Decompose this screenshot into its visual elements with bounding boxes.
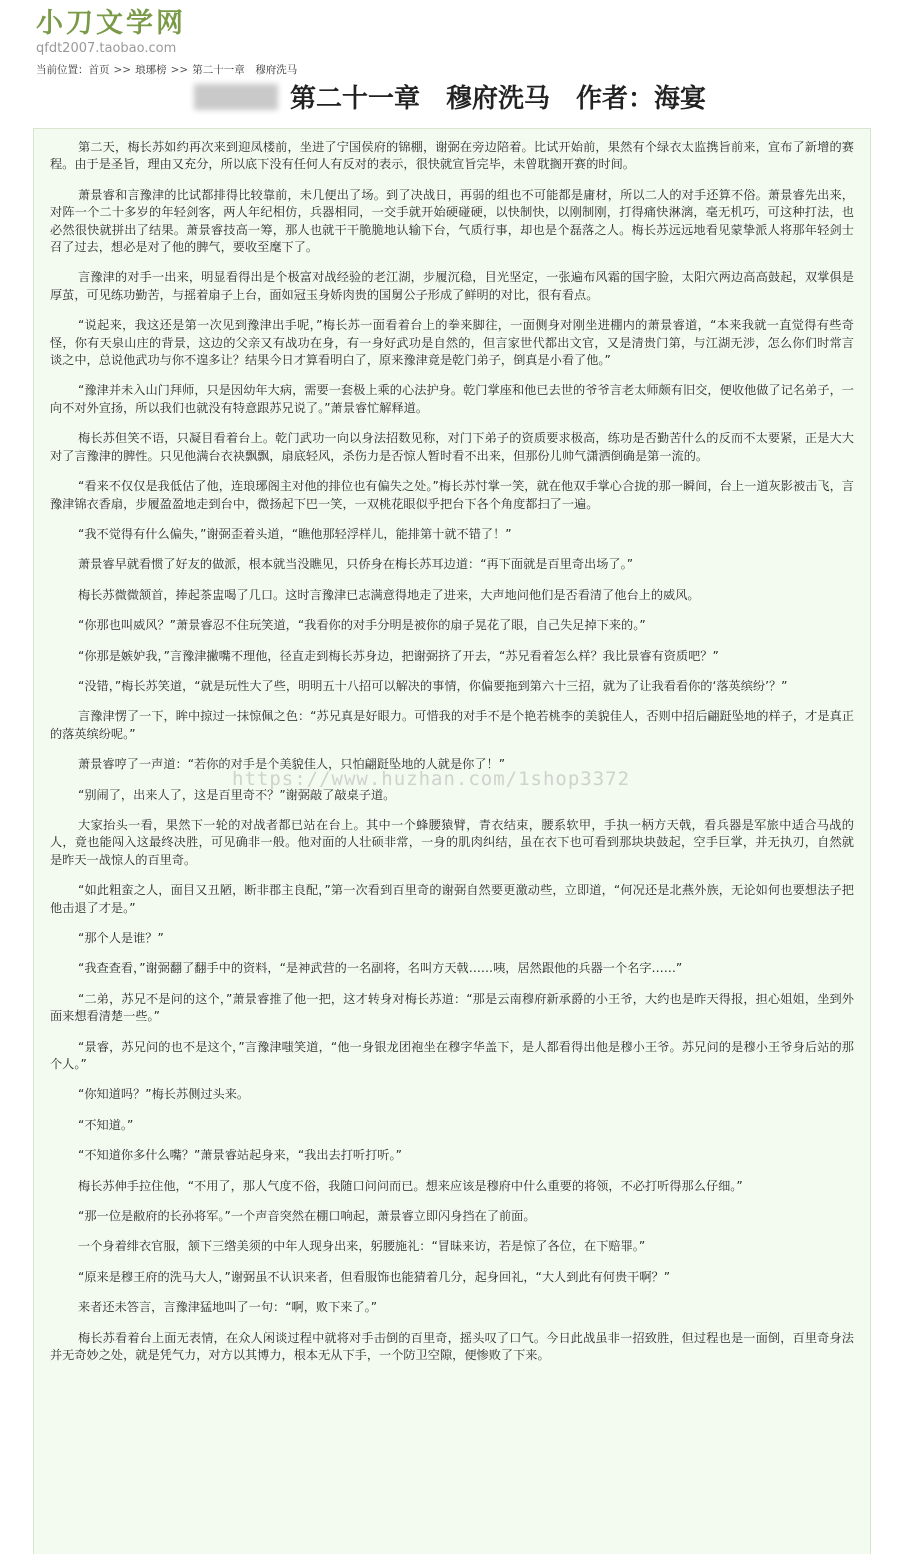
paragraph: 一个身着绯衣官服，颔下三绺美须的中年人现身出来，躬腰施礼：“冒昧来访，若是惊了各位，在下赔罪。” <box>78 1239 646 1254</box>
paragraph: “如此粗蛮之人，面目又丑陋，断非郡主良配，”第一次看到百里奇的谢弼自然要更激动些，立即道，“何况还是北燕外族，无论如何也要想法子把他击退了才是。” <box>50 883 854 915</box>
paragraph: “你那也叫威风？”萧景睿忍不住玩笑道，“我看你的对手分明是被你的扇子晃花了眼，自己失足掉下来的。” <box>78 618 646 633</box>
paragraph: “你那是嫉妒我，”言豫津撇嘴不理他，径直走到梅长苏身边，把谢弼挤了开去，“苏兄看着怎么样？我比景睿有资质吧？” <box>78 648 719 663</box>
paragraph: “别闹了，出来人了，这是百里奇不？”谢弼敲了敲桌子道。 <box>78 787 396 802</box>
breadcrumb-book-link[interactable]: 琅琊榜 <box>135 64 167 76</box>
paragraph: “那个人是谁？” <box>78 931 164 945</box>
paragraph: 来者还未答言，言豫津猛地叫了一句：“啊，败下来了。” <box>78 1300 378 1315</box>
breadcrumb-current: 第二十一章 穆府洗马 <box>192 64 298 76</box>
paragraph: 言豫津愣了一下，眸中掠过一抹惊佩之色：“苏兄真是好眼力。可惜我的对手不是个艳若桃李的美貌佳人，否则中招后翩跹坠地的样子，才是真正的落英缤纷呢。” <box>50 709 854 741</box>
paragraph: 梅长苏伸手拉住他，“不用了，那人气度不俗，我随口问问而已。想来应该是穆府中什么重要的将领，不必打听得那么仔细。” <box>78 1178 743 1193</box>
article-body <box>33 128 871 1554</box>
blurred-book-title <box>194 84 278 110</box>
paragraph: “不知道。” <box>78 1117 134 1132</box>
paragraph: “豫津并未入山门拜师，只是因幼年大病，需要一套极上乘的心法护身。乾门掌座和他已去世的爷爷言老太师颇有旧交，便收他做了记名弟子，一向不对外宣扬，所以我们也就没有特意跟苏兄说了。”萧景睿忙解释道。 <box>50 383 854 415</box>
breadcrumb-separator: >> <box>170 64 189 76</box>
paragraph: “景睿，苏兄问的也不是这个，”言豫津嗤笑道，“他一身银龙团袍坐在穆字华盖下，是人都看得出他是穆小王爷。苏兄问的是穆小王爷身后站的那个人。” <box>50 1039 854 1072</box>
paragraph: “那一位是敝府的长孙将军。”一个声音突然在棚口响起，萧景睿立即闪身挡在了前面。 <box>78 1209 536 1224</box>
breadcrumb-home-link[interactable]: 首页 <box>88 64 110 76</box>
breadcrumb <box>36 62 297 77</box>
paragraph: 萧景睿和言豫津的比试都排得比较靠前，未几便出了场。到了决战日，再弱的组也不可能都是庸材，所以二人的对手还算不俗。萧景睿先出来，对阵一个二十多岁的年轻剑客，两人年纪相仿，兵器相同，一交手就开始硬碰硬，以快制快，以刚制刚，打得痛快淋漓，毫无机巧，可这种打法，也必然很快就拼出了结果。萧景睿技高一筹，那人也就干干脆脆地认输下台，气质行事，却也是个磊落之人。梅长苏远远地看见蒙挚派人将那年轻剑士召了过去，想必是对了他的脾气，要收至麾下了。 <box>50 187 854 255</box>
paragraph: 第二天，梅长苏如约再次来到迎凤楼前，坐进了宁国侯府的锦棚，谢弼在旁边陪着。比试开始前，果然有个绿衣太监携旨前来，宣布了新增的赛程。由于是圣旨，理由又充分，所以底下没有任何人有反对的表示，很快就宣旨完毕，未曾耽搁开赛的时间。 <box>50 140 854 172</box>
paragraph: 梅长苏微微颔首，捧起茶盅喝了几口。这时言豫津已志满意得地走了进来，大声地问他们是否看清了他台上的威风。 <box>78 587 700 602</box>
site-url: qfdt2007.taobao.com <box>36 41 177 56</box>
site-logo[interactable] <box>36 8 186 57</box>
paragraph: “没错，”梅长苏笑道，“就是玩性大了些，明明五十八招可以解决的事情，你偏要拖到第六十三招，就为了让我看看你的‘落英缤纷’？” <box>78 678 788 693</box>
paragraph: 大家抬头一看，果然下一轮的对战者都已站在台上。其中一个蜂腰猿臂，青衣结束，腰系软甲，手执一柄方天戟，看兵器是军旅中适合马战的人，竟也能闯入这最终决胜，可见确非一般。他对面的人壮硕非常，一身的肌肉纠结，虽在衣下也可看到那块块鼓起，空手巨掌，并无执刃，自然就是昨天一战惊人的百里奇。 <box>50 817 854 867</box>
paragraph: “原来是穆王府的洗马大人，”谢弼虽不认识来者，但看服饰也能猜着几分，起身回礼，“大人到此有何贵干啊？” <box>78 1269 671 1284</box>
watermark-text: https://www.huzhan.com/1shop3372 <box>232 768 631 790</box>
paragraph: 萧景睿哼了一声道：“若你的对手是个美貌佳人，只怕翩跹坠地的人就是你了！” <box>78 757 506 772</box>
paragraph: “你知道吗？”梅长苏侧过头来。 <box>78 1087 250 1102</box>
paragraph: 萧景睿早就看惯了好友的做派，根本就当没瞧见，只侨身在梅长苏耳边道：“再下面就是百里奇出场了。” <box>78 557 634 572</box>
chapter-headline <box>0 78 900 115</box>
breadcrumb-separator: >> <box>113 64 132 76</box>
paragraph: 梅长苏看着台上面无表情，在众人闲谈过程中就将对手击倒的百里奇，摇头叹了口气。今日此战虽非一招致胜，但过程也是一面倒，百里奇身法并无奇妙之处，就是凭气力，对方以其博力，根本无从下手，一个防卫空隙，便惨败了下来。 <box>50 1330 854 1363</box>
chapter-title: 第二十一章 穆府洗马 <box>289 84 550 114</box>
chapter-author: 作者：海宴 <box>576 84 707 114</box>
paragraph: “看来不仅仅是我低估了他，连琅琊阁主对他的排位也有偏失之处。”梅长苏忖掌一笑，就在他双手掌心合拢的那一瞬间，台上一道灰影被击飞，言豫津锦衣香扇，步履盈盈地走到台中，微扬起下巴一笑，一双桃花眼似乎把台下各个角度都扫了一遍。 <box>50 479 854 511</box>
breadcrumb-label: 当前位置： <box>36 64 89 76</box>
paragraph: 言豫津的对手一出来，明显看得出是个极富对战经验的老江湖，步履沉稳，目光坚定，一张遍布风霜的国字脸，太阳穴两边高高鼓起，双掌俱是厚茧，可见练功勤苦，与摇着扇子上台，面如冠玉身娇肉贵的国舅公子形成了鲜明的对比，很有看点。 <box>50 270 854 302</box>
paragraph: “二弟，苏兄不是问的这个，”萧景睿推了他一把，这才转身对梅长苏道：“那是云南穆府新承爵的小王爷，大约也是昨天得报，担心姐姐，坐到外面来想看清楚一些。” <box>50 991 854 1024</box>
paragraph: “说起来，我这还是第一次见到豫津出手呢，”梅长苏一面看着台上的拳来脚往，一面侧身对刚坐进棚内的萧景睿道，“本来我就一直觉得有些奇怪，你有天泉山庄的背景，这边的父亲又有战功在身，有一身好武功是自然的，但言家世代都出文官，又是清贵门第，与江湖无涉，怎么你们时常言谈之中，总说他武功与你不遑多让？结果今日才算看明白了，原来豫津竟是乾门弟子，倒真是小看了他。” <box>50 318 854 368</box>
paragraph: “我查查看，”谢弼翻了翻手中的资料，“是神武营的一名副将，名叫方天戟……咦，居然跟他的兵器一个名字……” <box>78 961 683 976</box>
paragraph: 梅长苏但笑不语，只凝目看着台上。乾门武功一向以身法招数见称，对门下弟子的资质要求极高，练功是否勤苦什么的反而不太要紧，正是大大对了言豫津的脾性。只见他满台衣袂飘飘，扇底轻风，杀伤力是否惊人暂时看不出来，但那份儿帅气潇洒倒确是第一流的。 <box>50 431 854 463</box>
paragraph: “我不觉得有什么偏失，”谢弼歪着头道，“瞧他那轻浮样儿，能排第十就不错了！” <box>78 526 512 541</box>
paragraph: “不知道你多什么嘴？”萧景睿站起身来，“我出去打听打听。” <box>78 1148 402 1163</box>
site-name: 小刀文学网 <box>36 8 186 39</box>
